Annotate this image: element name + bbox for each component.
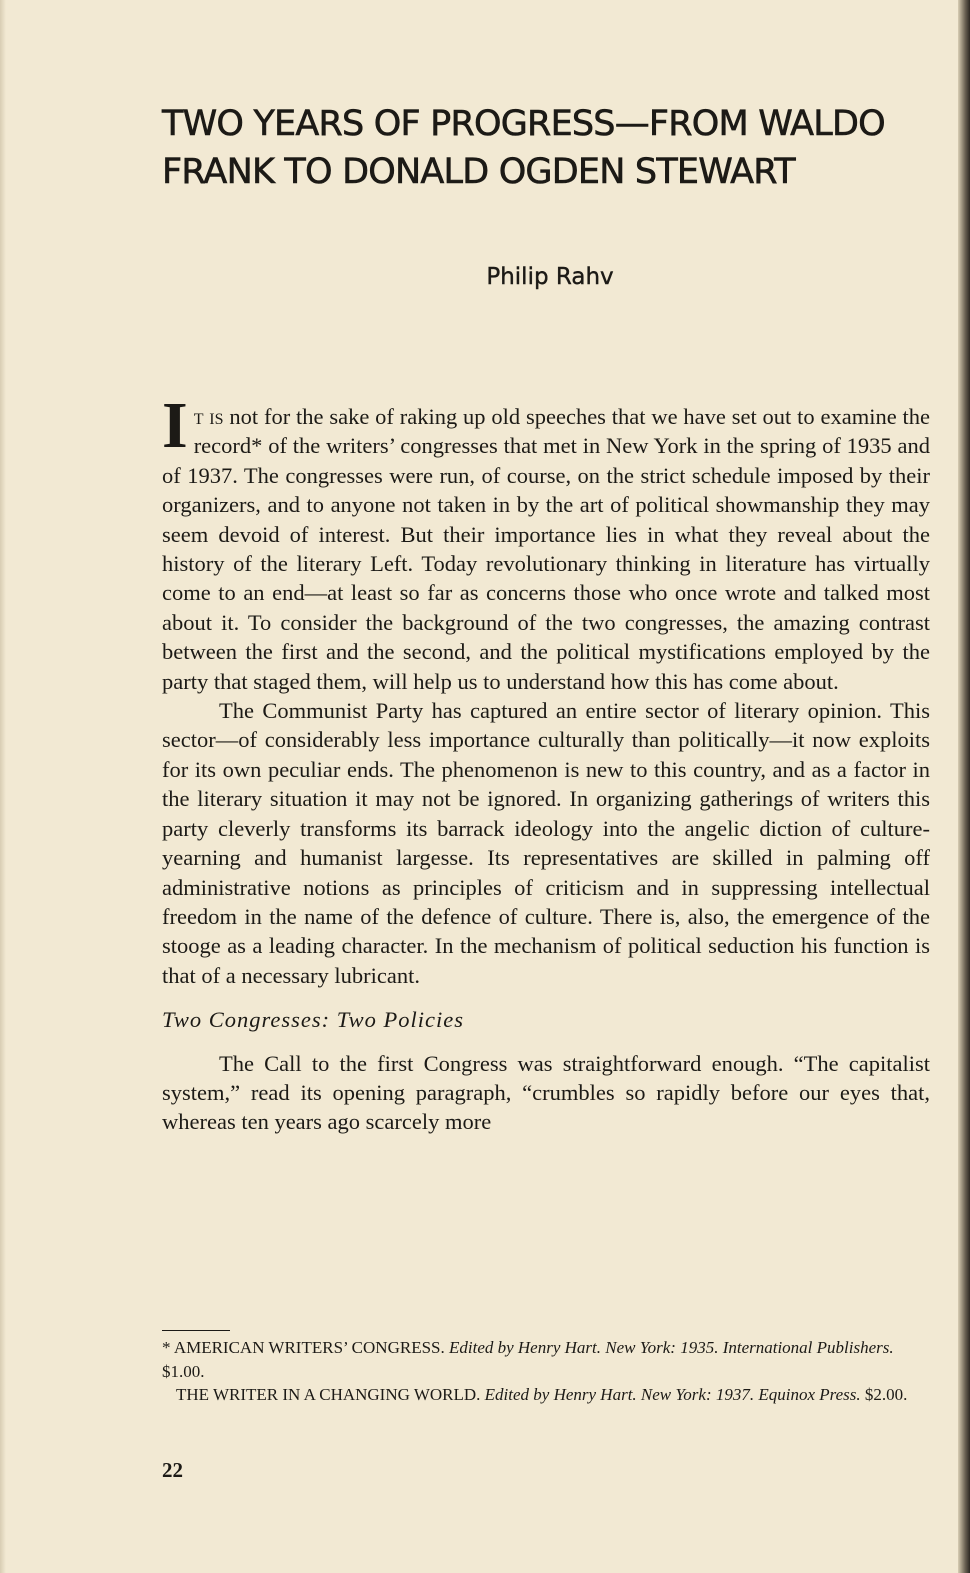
section-subheading: Two Congresses: Two Policies [162,1007,464,1033]
footnote-marker: * [162,1338,171,1357]
title-line: TWO YEARS OF PROGRESS—FROM WALDO [162,104,885,144]
page-number: 22 [162,1458,183,1482]
article-title [162,100,942,196]
footnote-details: Edited by Henry Hart. New York: 1937. Equinox Press. [484,1385,861,1404]
footnote-rule [162,1330,230,1331]
footnote-1 [162,1336,932,1383]
title-line: FRANK TO DONALD OGDEN STEWART [162,152,795,192]
footnote-price: $1.00. [162,1361,205,1381]
paragraph-3: The Call to the first Congress was straightforward enough. “The capitalist system,” read its opening paragraph, “crumbles so rapidly before our eyes that, whereas ten years ago scarcely more [162,1050,930,1135]
page-left-edge [0,0,6,1573]
paragraph-2: The Communist Party has captured an entire sector of literary opinion. This sector—of considerably less importance culturally than politically—it now exploits for its own peculiar ends. The phenomenon is new to this country, and as a factor in the literary situation it may not be ignored. In organizing gatherings of writers this party cleverly transforms its barrack ideology into the angelic diction of culture-yearning and humanist largesse. Its representatives are skilled in palming off administrative notions as principles of criticism and in suppressing intellectual freedom in the name of the defence of culture. There is, also, the emergence of the stooge as a leading character. In the mechanism of political seduction his function is that of a necessary lubricant. [162,698,930,988]
page-binding-edge [958,0,970,1573]
paragraph-text: not for the sake of raking up old speeches that we have set out to examine the record* of the writers’ congresses that met in New York in the spring of 1935 and of 1937. The congresses were run, of course, on the strict schedule imposed by their organizers, and to anyone not taken in by the art of political showmanship they may seem devoid of interest. But their importance lies in what they reveal about the history of the literary Left. Today revolutionary thinking in literature has virtually come to an end—at least so far as concerns those who once wrote and talked most about it. To consider the background of the two congresses, the amazing contrast between the first and the second, and the political mystifications employed by the party that staged them, will help us to understand how this has come about. [162,404,931,694]
lead-small-caps: t is [193,404,224,429]
drop-cap: I [162,389,188,462]
footnote-2 [162,1383,932,1407]
footnote-title: THE WRITER IN A CHANGING WORLD. [176,1385,481,1404]
paragraph-1 [162,389,931,696]
article-body [162,389,931,1137]
footnote-price: $2.00. [864,1385,908,1404]
author-byline: Philip Rahv [486,264,614,290]
footnotes [162,1336,932,1407]
footnote-details: Edited by Henry Hart. New York: 1935. International Publishers. [448,1338,894,1357]
footnote-title: AMERICAN WRITERS’ CONGRESS. [173,1338,445,1357]
